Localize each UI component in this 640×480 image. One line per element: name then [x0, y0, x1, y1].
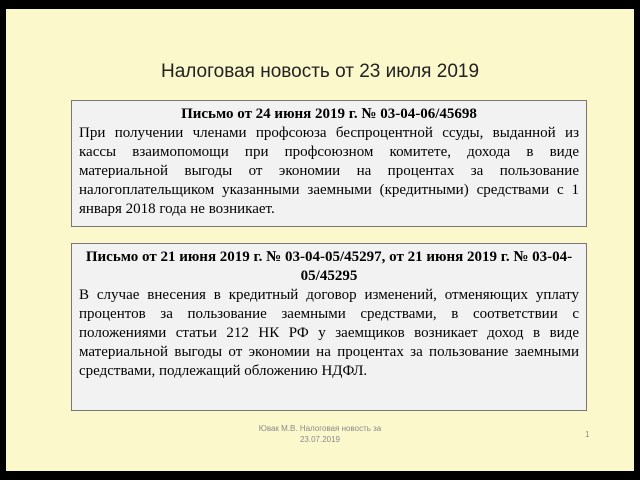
letter-box-2: [71, 243, 587, 411]
letter-2-heading: Письмо от 21 июня 2019 г. № 03-04-05/45297, от 21 июня 2019 г. № 03-04-05/45295: [85, 249, 573, 284]
page-number: 1: [585, 430, 590, 439]
letter-2-body: В случае внесения в кредитный договор изменений, отменяющих уплату процентов за пользование заемными средствами, в соответствии с положениями статьи 212 НК РФ у заемщиков возникает доход в виде материальной выгоды от экономии на процентах за пользование заемными средствами, подлежащий обложению НДФЛ.: [79, 287, 579, 379]
slide: [6, 9, 634, 471]
letter-1-body: При получении членами профсоюза беспроцентной ссуды, выданной из кассы взаимопомощи при профсоюзном комитете, дохода в виде материальной выгоды от экономии на процентах за пользование налогоплательщиком указанными заемными (кредитными) средствами с 1 января 2018 года не возникает.: [79, 125, 579, 217]
slide-title: Налоговая новость от 23 июля 2019: [160, 61, 480, 82]
letter-1-heading: Письмо от 24 июня 2019 г. № 03-04-06/45698: [181, 106, 477, 122]
letter-box-1: [71, 100, 587, 227]
slide-footer: Ювак М.В. Налоговая новость за 23.07.2019: [258, 424, 382, 444]
